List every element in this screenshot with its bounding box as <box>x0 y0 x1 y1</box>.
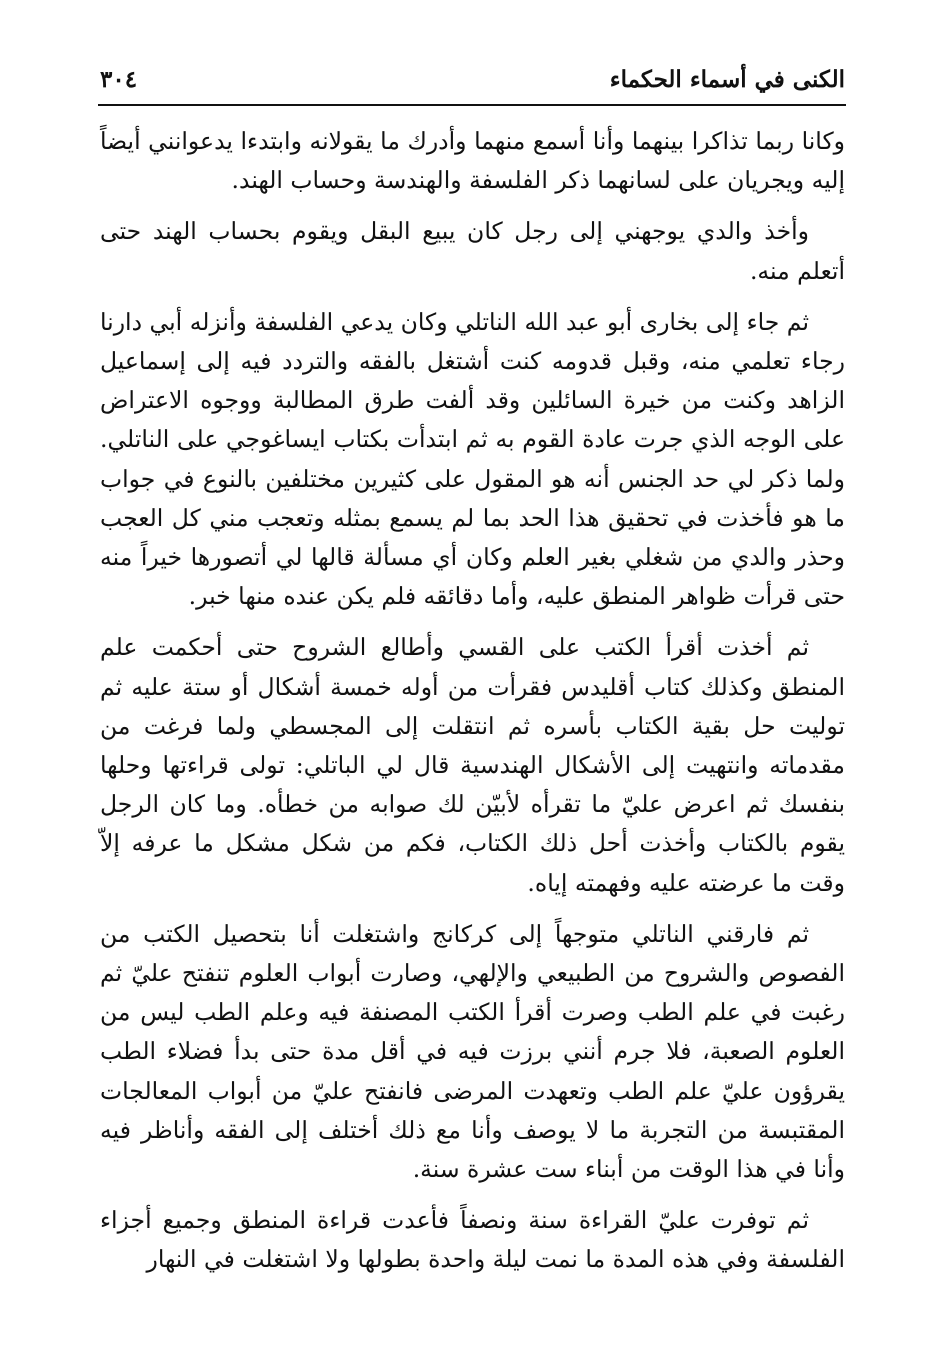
paragraph-2: وأخذ والدي يوجهني إلى رجل كان يبيع البقل ويقوم بحساب الهند حتى أتعلم منه. <box>100 217 845 285</box>
body-text <box>100 122 845 1292</box>
running-title: الكنى في أسماء الحكماء <box>609 65 845 93</box>
paragraph-3: ثم جاء إلى بخارى أبو عبد الله الناتلي وكان يدعي الفلسفة وأنزله أبي دارنا رجاء تعلمي منه، وقبل قدومه كنت أشتغل بالفقه والتردد فيه إلى إسماعيل الزاهد وكنت من خيرة السائلين وقد ألفت طرق المطالبة ووجوه الاعتراض على الوجه الذي جرت عادة القوم به ثم ابتدأت بكتاب ايساغوجي على الناتلي. ولما ذكر لي حد الجنس أنه هو المقول على كثيرين مختلفين بالنوع في جواب ما هو فأخذت في تحقيق هذا الحد بما لم يسمع بمثله وتعجب مني كل العجب وحذر والدي من شغلي بغير العلم وكان أي مسألة قالها لي أتصورها خيراً منه حتى قرأت ظواهر المنطق عليه، وأما دقائقه فلم يكن عنده منها خبر. <box>100 307 845 611</box>
paragraph-1: وكانا ربما تذاكرا بينهما وأنا أسمع منهما وأدرك ما يقولانه وابتدءا يدعوانني أيضاً إليه ويجريان على لسانهما ذكر الفلسفة والهندسة وحساب الهند. <box>100 127 845 195</box>
paragraph-4: ثم أخذت أقرأ الكتب على القسي وأطالع الشروح حتى أحكمت علم المنطق وكذلك كتاب أقليدس فقرأت من أوله خمسة أشكال أو ستة عليه ثم توليت حل بقية الكتاب بأسره ثم انتقلت إلى المجسطي ولما فرغت من مقدماته وانتهيت إلى الأشكال الهندسية قال لي الباتلي: تولى قراءتها وحلها بنفسك ثم اعرض عليّ ما تقرأه لأبيّن لك صوابه من خطأه. وما كان الرجل يقوم بالكتاب وأخذت أحل ذلك الكتاب، فكم من شكل مشكل ما عرفه إلاّ وقت ما عرضته عليه وفهمته إياه. <box>100 633 845 897</box>
paragraph-5: ثم فارقني الناتلي متوجهاً إلى كركانج واشتغلت أنا بتحصيل الكتب من الفصوص والشروح من الطبيعي والإلهي، وصارت أبواب العلوم تنفتح عليّ ثم رغبت في علم الطب وصرت أقرأ الكتب المصنفة فيه وعلم الطب ليس من العلوم الصعبة، فلا جرم أنني برزت فيه في أقل مدة حتى بدأ فضلاء الطب يقرؤون عليّ علم الطب وتعهدت المرضى فانفتح عليّ من أبواب المعالجات المقتبسة من التجربة ما لا يوصف وأنا مع ذلك أختلف إلى الفقه وأناظر فيه وأنا في هذا الوقت من أبناء ست عشرة سنة. <box>100 919 845 1184</box>
paragraph-6: ثم توفرت عليّ القراءة سنة ونصفاً فأعدت قراءة المنطق وجميع أجزاء الفلسفة وفي هذه المدة ما نمت ليلة واحدة بطولها ولا اشتغلت في النهار <box>100 1206 845 1274</box>
running-header <box>100 58 845 100</box>
header-rule <box>98 104 846 106</box>
page-number: ٣٠٤ <box>100 65 138 93</box>
